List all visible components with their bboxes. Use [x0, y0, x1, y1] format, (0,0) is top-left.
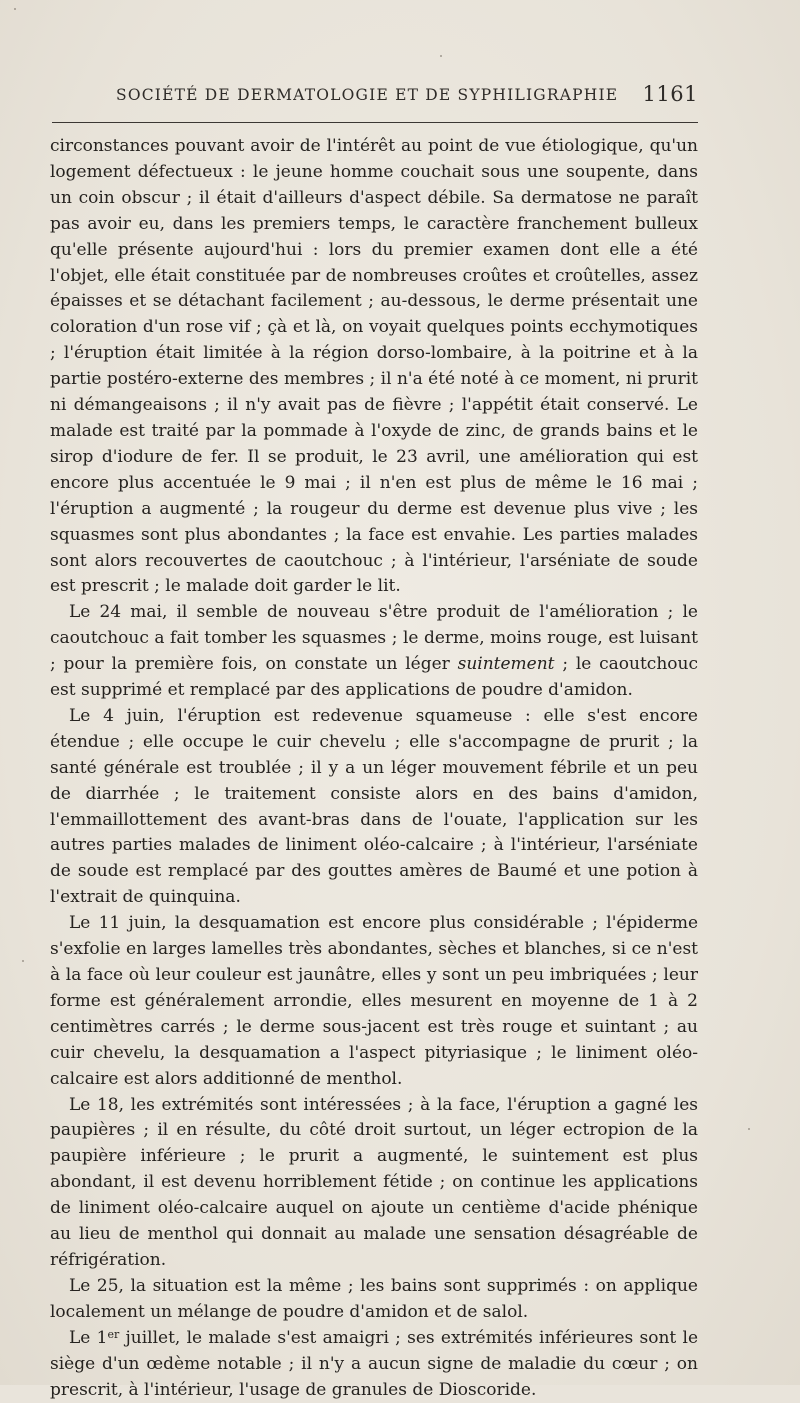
paragraph-3: Le 4 juin, l'éruption est redevenue squameuse : elle s'est encore étendue ; elle occupe le cuir chevelu ; elle s'accompagne de prurit ; la santé générale est troublée ; il y a un léger mouvement fébrile et un peu de diarrhée ; le traitement consiste alors en des bains d'amidon, l'emmaillottement des avant-bras dans de l'ouate, l'application sur les autres parties malades de liniment oléo-calcaire ; à l'intérieur, l'arséniate de soude est remplacé par des gouttes amères de Baumé et une potion à l'extrait de quinquina.	[50, 705, 698, 908]
running-title: SOCIÉTÉ DE DERMATOLOGIE ET DE SYPHILIGRAPHIE	[116, 86, 619, 104]
header-rule	[52, 122, 698, 123]
paragraph-5: Le 18, les extrémités sont intéressées ; à la face, l'éruption a gagné les paupières ; il en résulte, du côté droit surtout, un léger ectropion de la paupière inférieure ; le prurit a augmenté, le suintement est plus abondant, il est devenu horriblement fétide ; on continue les applications de liniment oléo-calcaire auquel on ajoute un centième d'acide phénique au lieu de menthol qui donnait au malade une sensation désagréable de réfrigération.	[50, 1094, 698, 1270]
italic-term: suintement	[457, 654, 555, 675]
paragraph-6: Le 25, la situation est la même ; les bains sont supprimés : on applique localement un mélange de poudre d'amidon et de salol.	[50, 1275, 698, 1322]
paper-speck	[22, 960, 24, 962]
page-number: 1161	[642, 82, 698, 106]
paragraph-2-text-start: Le 24 mai, il semble de nouveau s'être produit de l'amélioration ; le caoutchouc a fait tomber les squasmes ; le derme, moins rouge, est luisant ; pour la première fois, on constate un léger	[50, 602, 698, 675]
paragraph-7	[50, 1326, 698, 1403]
paper-speck	[440, 55, 442, 57]
paragraph-2	[50, 600, 698, 704]
ordinal-superscript: er	[107, 1327, 120, 1341]
paper-speck	[748, 1128, 750, 1130]
paragraph-7-text-end: juillet, le malade s'est amaigri ; ses extrémités inférieures sont le siège d'un œdème notable ; il n'y a aucun signe de maladie du cœur ; on prescrit, à l'intérieur, l'usage de granules de Dioscoride.	[50, 1327, 699, 1400]
paragraph-4: Le 11 juin, la desquamation est encore plus considérable ; l'épiderme s'exfolie en larges lamelles très abondantes, sèches et blanches, si ce n'est à la face où leur couleur est jaunâtre, elles y sont un peu imbriquées ; leur forme est généralement arrondie, elles mesurent en moyenne de 1 à 2 centimètres carrés ; le derme sous-jacent est très rouge et suintant ; au cuir chevelu, la desquamation a l'aspect pityriasique ; le liniment oléo-calcaire est alors additionné de menthol.	[50, 913, 698, 1089]
body-text	[50, 134, 698, 1403]
paragraph-7-text-start: Le 1	[69, 1327, 108, 1348]
paper-speck	[14, 8, 16, 10]
paragraph-1: circonstances pouvant avoir de l'intérêt au point de vue étiologique, qu'un logement défectueux : le jeune homme couchait sous une soupente, dans un coin obscur ; il était d'ailleurs d'aspect débile. Sa dermatose ne paraît pas avoir eu, dans les premiers temps, le caractère franchement bulleux qu'elle présente aujourd'hui : lors du premier examen dont elle a été l'objet, elle était constituée par de nombreuses croûtes et croûtelles, assez épaisses et se détachant facilement ; au-dessous, le derme présentait une coloration d'un rose vif ; çà et là, on voyait quelques points ecchymotiques ; l'éruption était limitée à la région dorso-lombaire, à la poitrine et à la partie postéro-externe des membres ; il n'a été noté à ce moment, ni prurit ni démangeaisons ; il n'y avait pas de fièvre ; l'appétit était conservé. Le malade est traité par la pommade à l'oxyde de zinc, de grands bains et le sirop d'iodure de fer. Il se produit, le 23 avril, une amélioration qui est encore plus accentuée le 9 mai ; il n'en est plus de même le 16 mai ; l'éruption a augmenté ; la rougeur du derme est devenue plus vive ; les squasmes sont plus abondantes ; la face est envahie. Les parties malades sont alors recouvertes de caoutchouc ; à l'intérieur, l'arséniate de soude est prescrit ; le malade doit garder le lit.	[50, 136, 698, 597]
paragraph-2-text-end: ; le caoutchouc est supprimé et remplacé par des applications de poudre d'amidon.	[50, 654, 698, 701]
